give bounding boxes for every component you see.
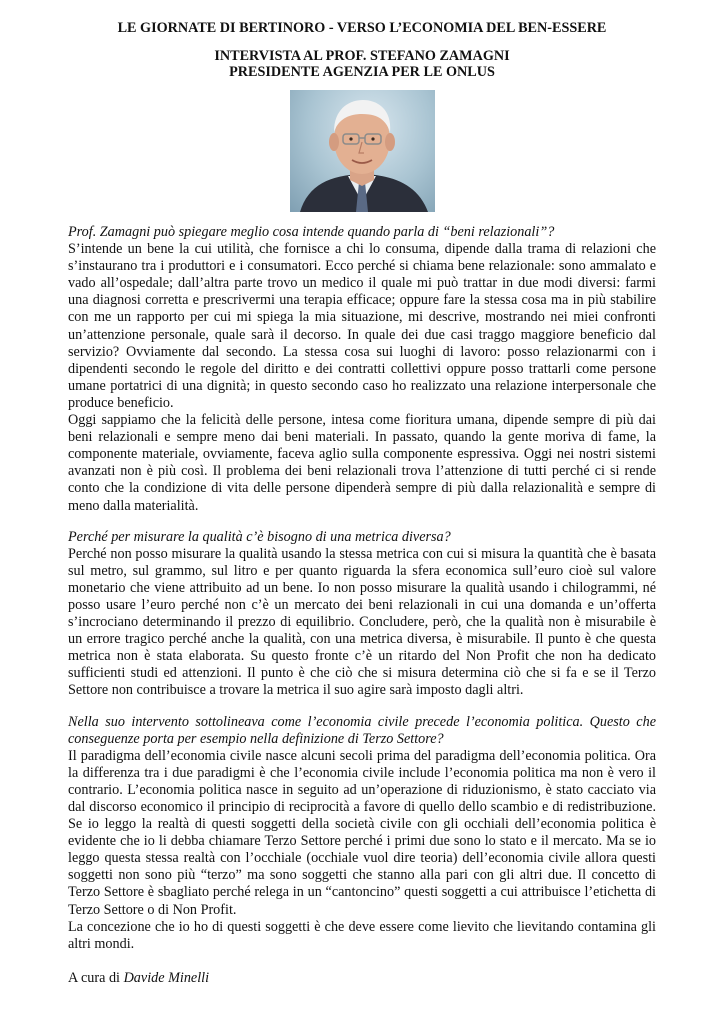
question-1: Prof. Zamagni può spiegare meglio cosa intende quando parla di “beni relazionali”?	[68, 224, 555, 240]
answer-1-paragraph-1: S’intende un bene la cui utilità, che fornisce a chi lo consuma, dipende dalla trama di relazioni che s’instaurano tra i produttori e i consumatori. Ecco perché si chiama bene relazionale: sono ammalato e vado all’ospedale; dall’altra parte trovo un medico il quale mi può trattar in due modi diversi: farmi una diagnosi corretta e prescrivermi una terapia efficace; oppure fare la stessa cosa ma in più stabilire con me un rapporto per cui mi spiega la mia situazione, mi descrive, mostrando nei miei confronti un’attenzione personale, quale sarà il decorso. In quale dei due casi traggo maggiore beneficio dal servizio? Ovviamente dal secondo. La stessa cosa sui luoghi di lavoro: posso relazionarmi con i dipendenti secondo le regole del diritto e dei contratti collettivi oppure posso trattarli come persone umane portatrici di una dignità; in questo secondo caso ho realizzato una relazione interpersonale che produce beneficio.	[68, 241, 656, 411]
credit-author: Davide Minelli	[123, 969, 210, 986]
answer-3-paragraph-2: La concezione che io ho di questi soggetti è che deve essere come lievito che lievitando contamina gli altri mondi.	[68, 918, 656, 952]
question-3: Nella suo intervento sottolineava come l’economia civile precede l’economia politica. Questo che conseguenze porta per esempio nella definizione di Terzo Settore?	[68, 713, 656, 747]
photo-container	[68, 90, 656, 212]
subtitle-line-2: PRESIDENTE AGENZIA PER LE ONLUS	[229, 64, 495, 80]
credit-prefix: A cura di	[68, 969, 121, 986]
document-title: LE GIORNATE DI BERTINORO - VERSO L’ECONOMIA DEL BEN-ESSERE	[117, 20, 607, 36]
question-2: Perché per misurare la qualità c’è bisogno di una metrica diversa?	[68, 528, 451, 545]
answer-3-paragraph-1: Il paradigma dell’economia civile nasce alcuni secoli prima del paradigma dell’economia politica. Ora la differenza tra i due paradigmi è che l’economia civile include l’economia politica ma non è vero il contrario. L’economia politica nasce in seguito ad un’operazione di riduzionismo, è stato cacciato via dal discorso economico il principio di reciprocità a favore di quello dello scambio e di redistribuzione. Se io leggo la realtà di questi soggetti della società civile con gli occhiali dell’economia politica è evidente che io li debba chiamare Terzo Settore perché i primi due sono lo stato e il mercato. Ma se io leggo questa stessa realtà con l’occhiale (occhiale vuol dire teoria) dell’economia civile allora questi soggetti non sono più “terzo” ma sono soggetti che stanno alla pari con gli altri due. Il concetto di Terzo Settore è sbagliato perché relega in un “cantoncino” questi soggetti a cui attribuisce l’etichetta di Terzo Settore o di Non Profit.	[68, 747, 656, 918]
portrait-illustration	[290, 90, 435, 212]
document-page	[68, 20, 656, 987]
portrait-photo	[290, 90, 435, 212]
interview-subtitle	[68, 48, 656, 80]
author-credit	[68, 970, 656, 987]
answer-2-paragraph-1: Perché non posso misurare la qualità usando la stessa metrica con cui si misura la quantità che è basata sul metro, sul grammo, sul litro e per quanto riguarda la sfera economica sull’euro cioè sul valore monetario che viene attribuito ad un bene. Io non posso misurare la qualità usando i chilogrammi, né posso usare l’euro perché non c’è un mercato dei beni relazionali in cui una domanda e un’offerta s’incrociano determinando il prezzo di equilibrio. Concludere, però, che la qualità non è misurabile è un errore tragico perché anche la qualità, con una metrica diversa, è misurabile. Il punto è che questa metrica non è stata elaborata. Su questo fronte c’è un ritardo del Non Profit che non ha dedicato sufficienti studi ed attenzioni. Il punto è che ciò che si misura determina ciò che si fa e se il Terzo Settore non contribuisce a trovare la metrica il suo agire sarà imposto dagli altri.	[68, 545, 656, 699]
answer-1-paragraph-2: Oggi sappiamo che la felicità delle persone, intesa come fioritura umana, dipende sempre di più dai beni relazionali e sempre meno dai beni materiali. In passato, quando la gente moriva di fame, la componente materiale, ovviamente, faceva aglio sulla componente espressiva. Oggi nei nostri sistemi avanzati non è più così. Il problema dei beni relazionali trova l’attenzione di tutti perché ci si rende conto che la condizione di vita delle persone dipenderà sempre di più dalla relazionalità e sempre di meno dalla materialità.	[68, 412, 656, 514]
subtitle-line-1: INTERVISTA AL PROF. STEFANO ZAMAGNI	[214, 48, 510, 64]
